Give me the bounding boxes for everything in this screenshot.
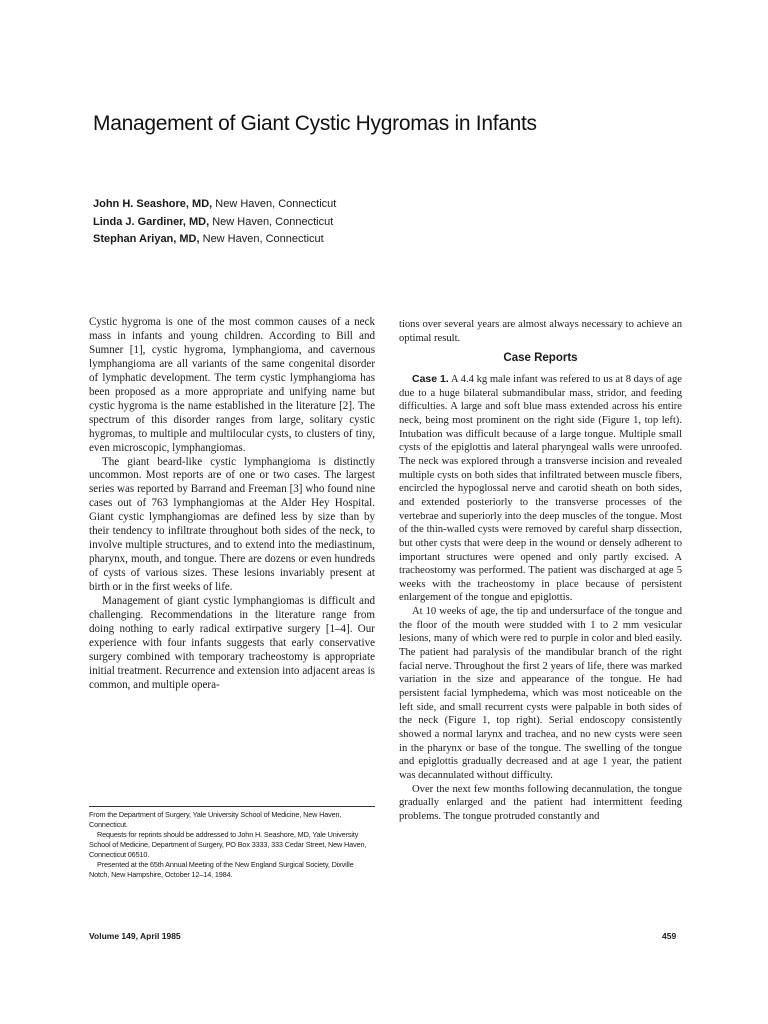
author-list [93, 196, 593, 249]
body-paragraph: The giant beard-like cystic lymphangioma is distinctly uncommon. Most reports are of one or two cases. The largest series was reported by Barrand and Freeman [3] who found nine cases out of 763 lymphangiomas at the Alder Hey Hospital. Giant cystic lymphangiomas are defined less by size than by their tendency to infiltrate throughout both sides of the neck, to involve multiple structures, and to extend into the mediastinum, pharynx, mouth, and tongue. There are dozens or even hundreds of cysts of various sizes. These lesions invariably present at birth or in the first weeks of life. [89, 455, 375, 594]
footnote-presented: Presented at the 65th Annual Meeting of the New England Surgical Society, Dixville Notch, New Hampshire, October 12–14, 1984. [89, 860, 354, 879]
author-location: New Haven, Connecticut [212, 215, 334, 228]
author-name: Linda J. Gardiner, MD, [93, 215, 210, 228]
footnote-reprints: Requests for reprints should be addressed to John H. Seashore, MD, Yale University School of Medicine, Department of Surgery, PO Box 3333, 333 Cedar Street, New Haven, Connecticut 06510. [89, 830, 367, 859]
footnote-affiliation: From the Department of Surgery, Yale University School of Medicine, New Haven, Connecticut. [89, 810, 342, 829]
author-name: John H. Seashore, MD, [93, 198, 213, 210]
body-paragraph: Over the next few months following decannulation, the tongue gradually enlarged and the patient had intermittent feeding problems. The tongue protruded constantly and [399, 783, 682, 822]
right-column [399, 318, 682, 824]
article-title: Management of Giant Cystic Hygromas in Infants [93, 112, 537, 135]
volume-info: Volume 149, April 1985 [89, 931, 181, 941]
author-location: New Haven, Connecticut [202, 233, 324, 245]
left-column [89, 316, 375, 693]
author-entry [93, 231, 593, 249]
section-heading: Case Reports [503, 352, 578, 365]
author-name: Stephan Ariyan, MD, [93, 233, 200, 245]
continuation-paragraph: tions over several years are almost always necessary to achieve an optimal result. [399, 319, 682, 344]
case-label: Case 1. [412, 372, 449, 385]
author-entry [93, 214, 593, 232]
body-paragraph: At 10 weeks of age, the tip and undersurface of the tongue and the floor of the mouth were studded with 1 to 2 mm vesicular lesions, many of which were red to purple in color and bled easily. The patient had paralysis of the mandibular branch of the right facial nerve. Throughout the first 2 years of life, there was marked variation in the size and appearance of the tongue. He had persistent facial lymphedema, which was most noticeable on the left side, and small recurrent cysts were palpable in both sides of the neck (Figure 1, top right). Serial endoscopy consistently showed a normal larynx and trachea, and no new cysts were seen in the pharynx or base of the tongue. The swelling of the tongue and epiglottis gradually decreased and at age 1 year, the patient was decannulated without difficulty. [399, 606, 682, 781]
body-paragraph: Management of giant cystic lymphangiomas is difficult and challenging. Recommendations in the literature range from doing nothing to early radical extirpative surgery [1–4]. Our experience with four infants suggests that early conservative surgery combined with temporary tracheostomy is appropriate initial treatment. Recurrence and extension into adjacent areas is common, and multiple opera- [89, 595, 375, 691]
footnotes [89, 810, 375, 880]
author-entry [93, 196, 593, 214]
author-location: New Haven, Connecticut [215, 198, 337, 210]
footnote-divider [89, 806, 375, 807]
page-number: 459 [662, 931, 677, 941]
intro-paragraph: Cystic hygroma is one of the most common causes of a neck mass in infants and young children. According to Bill and Sumner [1], cystic hygroma, lymphangioma, and cavernous lymphangioma are all variants of the same congenital disorder of lymphatic development. The term cystic lymphangioma has been proposed as a more appropriate and unifying name but cystic hygroma is the name established in the literature [2]. The spectrum of this disorder ranges from large, solitary cystic hygromas, to multiple and multilocular cysts, to clusters of tiny, even microscopic, lymphangiomas. [89, 316, 375, 454]
case-text: A 4.4 kg male infant was refered to us at 8 days of age due to a huge bilateral submandibular mass, stridor, and feeding difficulties. A large and soft blue mass extended across his entire neck, being most prominent on the right side (Figure 1, top left). Intubation was difficult because of a large tongue. Multiple small cysts of the epiglottis and lateral pharyngeal walls were unroofed. The neck was explored through a transverse incision and revealed multiple cysts on both sides that infiltrated between muscle fibers, encircled the hypoglossal nerve and carotid sheath on both sides, and extended posteriorly to the transverse processes of the vertebrae and superiorly into the deep muscles of the tongue. Most of the thin-walled cysts were removed by careful sharp dissection, but other cysts that were deep in the wound or densely adherent to important structures were opened and only partly excised. A tracheostomy was performed. The patient was discharged at age 5 weeks with the tracheostomy in place because of persistent enlargement of the tongue and epiglottis. [399, 373, 682, 604]
case-paragraph [399, 373, 682, 605]
